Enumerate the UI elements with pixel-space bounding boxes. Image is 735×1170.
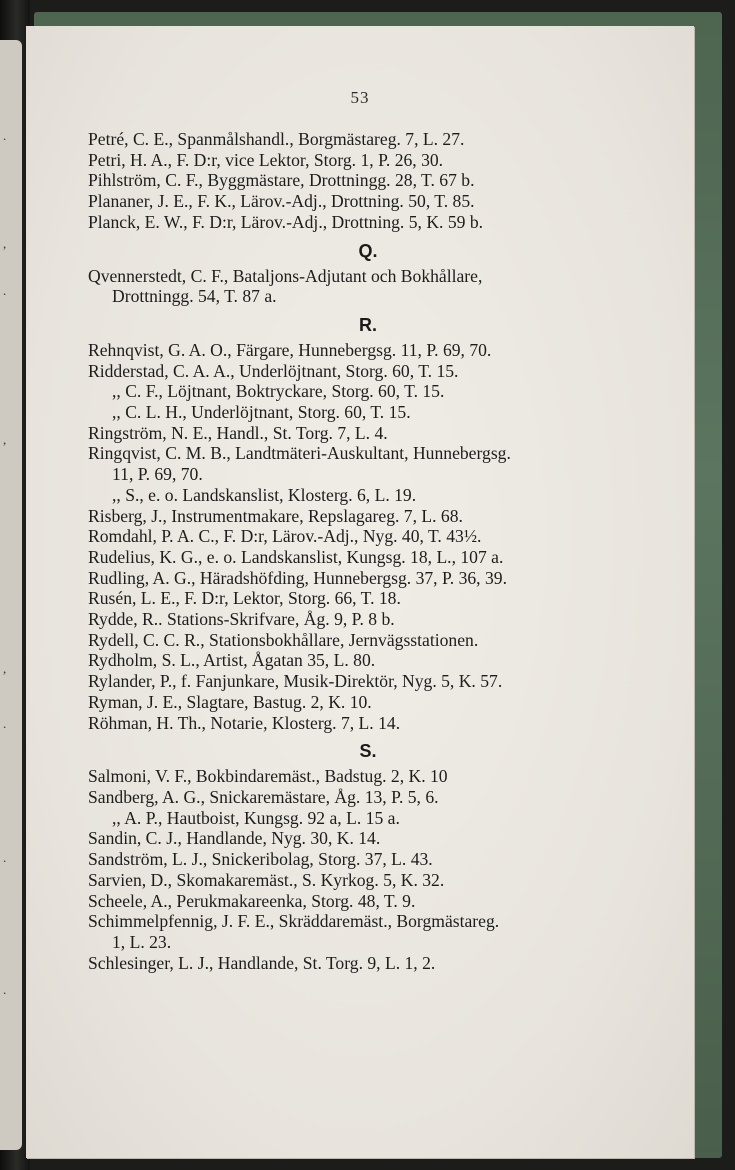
directory-listing bbox=[88, 129, 648, 973]
entry-line: Drottningg. 54, T. 87 a. bbox=[112, 286, 277, 307]
entry-line: Rudelius, K. G., e. o. Landskanslist, Kungsg. 18, L., 107 a. bbox=[88, 546, 504, 567]
entry-line: Röhman, H. Th., Notarie, Klosterg. 7, L. 14. bbox=[88, 712, 401, 733]
left-margin-mark: . bbox=[3, 716, 7, 731]
entry-line: Ridderstad, C. A. A., Underlöjtnant, Storg. 60, T. 15. bbox=[88, 360, 459, 381]
entry-line: Rydell, C. C. R., Stationsbokhållare, Jernvägsstationen. bbox=[88, 629, 479, 650]
entry-line: Scheele, A., Perukmakareenka, Storg. 48, T. 9. bbox=[88, 890, 416, 911]
entry-line: Sarvien, D., Skomakaremäst., S. Kyrkog. 5, K. 32. bbox=[88, 869, 445, 890]
entry-line: Rusén, L. E., F. D:r, Lektor, Storg. 66, T. 18. bbox=[88, 588, 401, 609]
entry-line: ,, C. L. H., Underlöjtnant, Storg. 60, T. 15. bbox=[112, 402, 411, 423]
section-heading-q: Q. bbox=[358, 240, 378, 261]
left-margin-mark: , bbox=[3, 661, 7, 676]
entry-line: Sandström, L. J., Snickeribolag, Storg. 37, L. 43. bbox=[88, 849, 433, 870]
entry-line: 11, P. 69, 70. bbox=[112, 464, 203, 485]
entry-line: ,, C. F., Löjtnant, Boktryckare, Storg. 60, T. 15. bbox=[112, 381, 445, 402]
entry-line: Ryman, J. E., Slagtare, Bastug. 2, K. 10. bbox=[88, 691, 372, 712]
left-margin-mark: . bbox=[3, 128, 7, 143]
entry-line: ,, A. P., Hautboist, Kungsg. 92 a, L. 15 a. bbox=[112, 807, 400, 828]
section-s bbox=[88, 766, 648, 973]
entry-line: Rylander, P., f. Fanjunkare, Musik-Direktör, Nyg. 5, K. 57. bbox=[88, 671, 503, 692]
entry-line: Ringqvist, C. M. B., Landtmäteri-Auskultant, Hunnebergsg. bbox=[88, 443, 511, 464]
entry-line: Salmoni, V. F., Bokbindaremäst., Badstug. 2, K. 10 bbox=[88, 766, 448, 787]
section-q bbox=[88, 266, 648, 307]
entry-line: Romdahl, P. A. C., F. D:r, Lärov.-Adj., Nyg. 40, T. 43½. bbox=[88, 526, 482, 547]
entry-line: Rydde, R.. Stations-Skrifvare, Åg. 9, P. 8 b. bbox=[88, 609, 395, 630]
left-page-edge bbox=[0, 40, 22, 1150]
left-margin-mark: . bbox=[3, 283, 7, 298]
entry-line: Plananer, J. E., F. K., Lärov.-Adj., Drottning. 50, T. 85. bbox=[88, 191, 475, 212]
section-heading-s: S. bbox=[359, 741, 377, 762]
page-number: 53 bbox=[350, 88, 370, 107]
entry-line: Rydholm, S. L., Artist, Ågatan 35, L. 80. bbox=[88, 650, 376, 671]
entry-line: Schimmelpfennig, J. F. E., Skräddaremäst., Borgmästareg. bbox=[88, 911, 500, 932]
section-p bbox=[88, 129, 648, 233]
entry-line: Pihlström, C. F., Byggmästare, Drottningg. 28, T. 67 b. bbox=[88, 170, 475, 191]
entry-line: Planck, E. W., F. D:r, Lärov.-Adj., Drottning. 5, K. 59 b. bbox=[88, 211, 484, 232]
entry-line: 1, L. 23. bbox=[112, 931, 172, 952]
left-margin-mark: . bbox=[3, 850, 7, 865]
left-margin-mark: , bbox=[3, 236, 7, 251]
book-page bbox=[26, 26, 694, 1158]
entry-line: Risberg, J., Instrumentmakare, Repslagareg. 7, L. 68. bbox=[88, 505, 463, 526]
entry-line: ,, S., e. o. Landskanslist, Klosterg. 6, L. 19. bbox=[112, 484, 417, 505]
left-margin-mark: . bbox=[3, 982, 7, 997]
entry-line: Ringström, N. E., Handl., St. Torg. 7, L. 4. bbox=[88, 422, 388, 443]
entry-line: Petri, H. A., F. D:r, vice Lektor, Storg. 1, P. 26, 30. bbox=[88, 149, 444, 170]
section-heading-r: R. bbox=[359, 314, 377, 335]
entry-line: Rudling, A. G., Häradshöfding, Hunnebergsg. 37, P. 36, 39. bbox=[88, 567, 507, 588]
entry-line: Schlesinger, L. J., Handlande, St. Torg. 9, L. 1, 2. bbox=[88, 952, 436, 973]
entry-line: Sandin, C. J., Handlande, Nyg. 30, K. 14. bbox=[88, 828, 381, 849]
entry-line: Qvennerstedt, C. F., Bataljons-Adjutant och Bokhållare, bbox=[88, 265, 483, 286]
entry-line: Sandberg, A. G., Snickaremästare, Åg. 13, P. 5, 6. bbox=[88, 786, 439, 807]
section-r bbox=[88, 340, 648, 733]
entry-line: Petré, C. E., Spanmålshandl., Borgmästareg. 7, L. 27. bbox=[88, 129, 465, 149]
entry-line: Rehnqvist, G. A. O., Färgare, Hunnebergsg. 11, P. 69, 70. bbox=[88, 339, 492, 360]
left-margin-mark: , bbox=[3, 432, 7, 447]
